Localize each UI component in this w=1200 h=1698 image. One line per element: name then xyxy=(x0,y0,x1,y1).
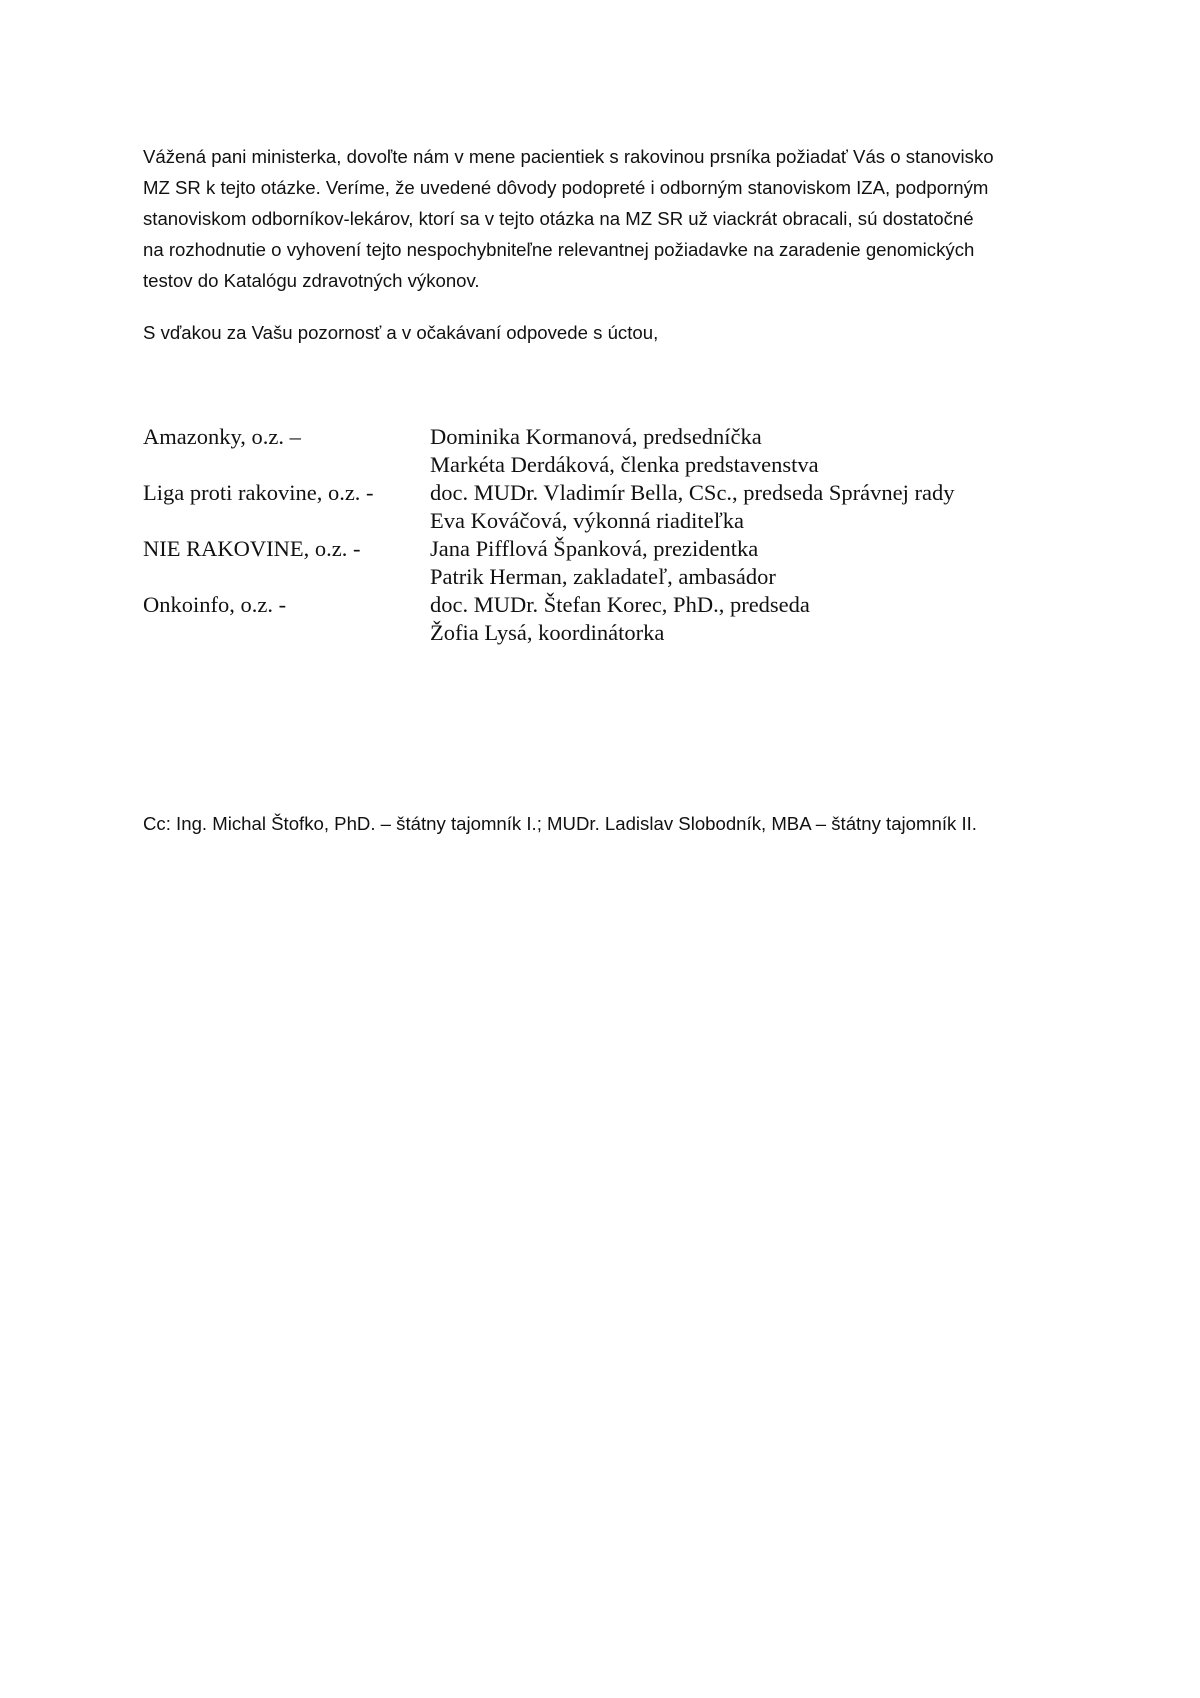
paragraph-line: stanoviskom odborníkov-lekárov, ktorí sa v tejto otázka na MZ SR už viackrát obracali, sú dostatočné xyxy=(143,208,974,229)
signatory: Markéta Derdáková, členka predstavenstva xyxy=(430,452,819,477)
signature-group-nie-rakovine xyxy=(143,535,1083,591)
organization-name: Onkoinfo, o.z. - xyxy=(143,592,287,617)
signatory: doc. MUDr. Štefan Korec, PhD., predseda xyxy=(430,592,810,617)
signatory: Jana Pifflová Španková, prezidentka xyxy=(430,536,759,561)
paragraph-line: Vážená pani ministerka, dovoľte nám v mene pacientiek s rakovinou prsníka požiadať Vás o stanovisko xyxy=(143,146,994,167)
signature-group-amazonky xyxy=(143,423,1083,479)
signatories xyxy=(430,535,776,591)
signatory: Žofia Lysá, koordinátorka xyxy=(430,620,665,645)
organization-name: Amazonky, o.z. – xyxy=(143,424,301,449)
cc-line: Cc: Ing. Michal Štofko, PhD. – štátny tajomník I.; MUDr. Ladislav Slobodník, MBA – štátny tajomník II. xyxy=(143,813,977,834)
signatory: Eva Kováčová, výkonná riaditeľka xyxy=(430,508,745,533)
organization-name: Liga proti rakovine, o.z. - xyxy=(143,480,374,505)
request-paragraph xyxy=(143,141,1073,296)
signature-block xyxy=(143,423,1083,647)
paragraph-line: testov do Katalógu zdravotných výkonov. xyxy=(143,270,480,291)
signatory: Dominika Kormanová, predsedníčka xyxy=(430,424,762,449)
closing-line: S vďakou za Vašu pozornosť a v očakávaní odpovede s úctou, xyxy=(143,322,659,343)
signatories xyxy=(430,591,810,647)
signatory: doc. MUDr. Vladimír Bella, CSc., predseda Správnej rady xyxy=(430,480,955,505)
signatory: Patrik Herman, zakladateľ, ambasádor xyxy=(430,564,776,589)
signature-group-onkoinfo xyxy=(143,591,1083,647)
signature-group-liga xyxy=(143,479,1083,535)
signatories xyxy=(430,423,819,479)
signatories xyxy=(430,479,954,535)
organization-name: NIE RAKOVINE, o.z. - xyxy=(143,536,361,561)
paragraph-line: MZ SR k tejto otázke. Veríme, že uvedené dôvody podopreté i odborným stanoviskom IZA, podporným xyxy=(143,177,989,198)
paragraph-line: na rozhodnutie o vyhovení tejto nespochybniteľne relevantnej požiadavke na zaradenie genomických xyxy=(143,239,975,260)
